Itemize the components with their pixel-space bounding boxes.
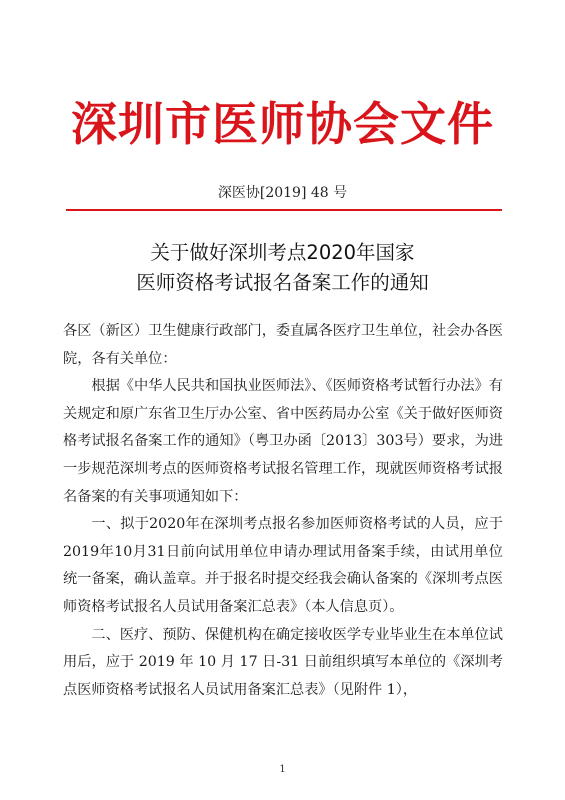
notice-title-line-1: 关于做好深圳考点2020年国家 <box>150 241 415 264</box>
notice-title-line-2: 医师资格考试报名备案工作的通知 <box>136 271 429 294</box>
notice-body <box>63 318 503 704</box>
notice-title <box>40 238 525 298</box>
red-divider-line <box>66 209 502 211</box>
paragraph-item-1: 一、拟于2020年在深圳考点报名参加医师资格考试的人员，应于2019年10月31日前向试用单位申请办理试用备案手续，由试用单位统一备案，确认盖章。并于报名时提交经我会确认备案的《深圳考点医师资格考试报名人员试用备案汇总表》（本人信息页）。 <box>63 516 503 615</box>
page-number: 1 <box>279 764 286 775</box>
letterhead-title: 深圳市医师协会文件 <box>71 97 494 151</box>
paragraph-item-2: 二、医疗、预防、保健机构在确定接收医学专业毕业生在本单位试用后，应于 2019 年 10 月 17 日-31 日前组织填写本单位的《深圳考点医师资格考试报名人员试用备案汇总表》（见附件 1）， <box>63 626 503 698</box>
salutation: 各区（新区）卫生健康行政部门，委直属各医疗卫生单位，社会办各医院，各有关单位： <box>63 323 503 367</box>
paragraph-intro: 根据《中华人民共和国执业医师法》、《医师资格考试暂行办法》有关规定和原广东省卫生厅办公室、省中医药局办公室《关于做好医师资格考试报名备案工作的通知》（粤卫办函〔2013〕303号）要求，为进一步规范深圳考点的医师资格考试报名管理工作，现就医师资格考试报名备案的有关事项通知如下： <box>63 378 503 505</box>
document-number: 深医协[2019] 48 号 <box>217 185 348 201</box>
